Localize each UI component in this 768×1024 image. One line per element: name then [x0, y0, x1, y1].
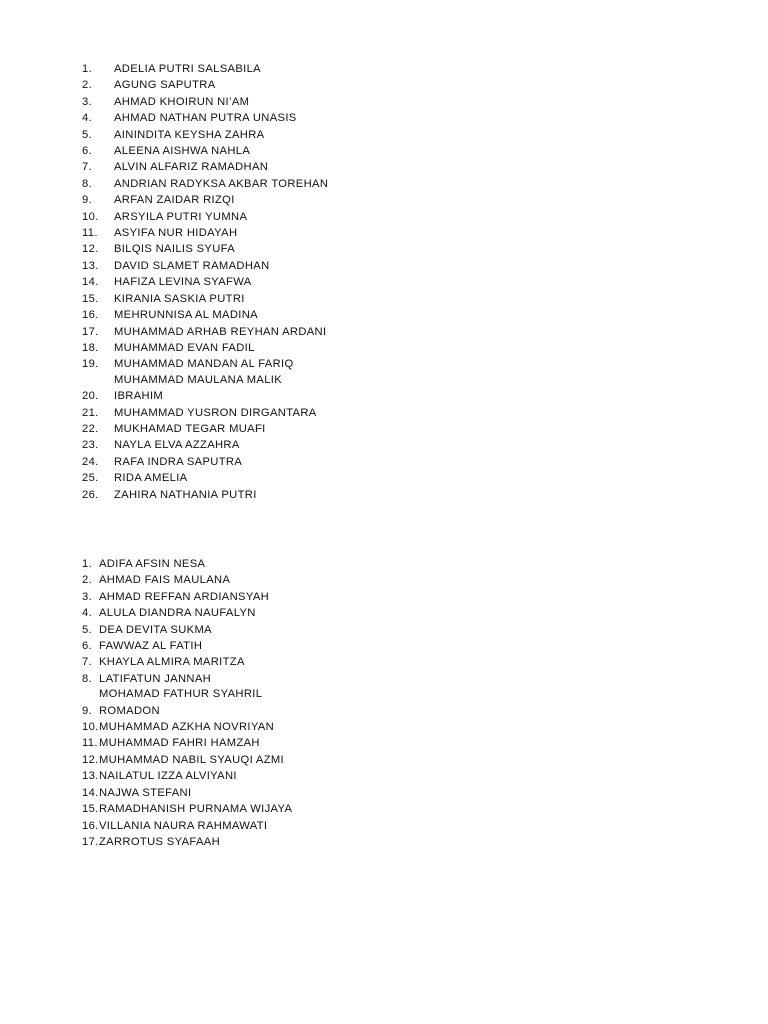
item-number: 16. [82, 309, 99, 322]
item-number: 2. [82, 574, 93, 587]
item-number: 21. [82, 406, 99, 419]
student-name: HAFIZA LEVINA SYAFWA [114, 276, 252, 289]
item-number: 5. [82, 128, 93, 141]
item-number: 22. [82, 422, 99, 435]
list-item [82, 471, 328, 486]
student-name: ALULA DIANDRA NAUFALYN [99, 607, 256, 620]
student-name: ZARROTUS SYAFAAH [99, 835, 221, 848]
list-item [82, 144, 328, 159]
list-item [82, 802, 292, 817]
list-item [82, 226, 328, 241]
student-name: ANDRIAN RADYKSA AKBAR TOREHAN [114, 177, 329, 190]
item-number: 14. [82, 786, 99, 799]
list-item [82, 341, 328, 356]
list-item [82, 623, 292, 638]
list-item [82, 160, 328, 175]
student-name: LATIFATUN JANNAH MOHAMAD FATHUR SYAHRIL [99, 672, 263, 701]
item-number: 9. [82, 194, 93, 207]
list-item [82, 438, 328, 453]
student-list-2 [82, 557, 292, 851]
list-item [82, 557, 292, 572]
list-item [82, 177, 328, 192]
list-item [82, 210, 328, 225]
item-number: 8. [82, 672, 93, 685]
student-name: ADIFA AFSIN NESA [99, 558, 206, 570]
list-item [82, 275, 328, 290]
item-number: 7. [82, 161, 93, 174]
item-number: 3. [82, 95, 93, 108]
student-name: MUHAMMAD MANDAN AL FARIQ MUHAMMAD MAULANA MALIK [114, 358, 294, 386]
list-item [82, 128, 328, 143]
item-number: 14. [82, 276, 99, 289]
list-item [82, 455, 328, 470]
item-number: 11. [82, 737, 98, 750]
item-number: 10. [82, 721, 99, 734]
item-number: 12. [82, 243, 99, 256]
list-item [82, 357, 328, 388]
student-name: NAILATUL IZZA ALVIYANI [99, 770, 237, 783]
item-number: 9. [82, 704, 93, 717]
student-name: RAFA INDRA SAPUTRA [114, 455, 243, 468]
item-number: 4. [82, 607, 93, 620]
student-name: AHMAD FAIS MAULANA [99, 574, 231, 587]
student-name: ASYIFA NUR HIDAYAH [114, 227, 238, 240]
student-name: MUHAMMAD NABIL SYAUQI AZMI [99, 753, 285, 766]
item-number: 13. [82, 259, 99, 272]
item-number: 16. [82, 819, 99, 832]
student-name: ALVIN ALFARIZ RAMADHAN [114, 161, 269, 174]
student-name: MUHAMMAD AZKHA NOVRIYAN [99, 721, 275, 734]
item-number: 17. [82, 835, 99, 848]
list-item [82, 95, 328, 110]
list-item [82, 488, 328, 503]
list-item [82, 606, 292, 621]
list-item [82, 704, 292, 719]
item-number: 7. [82, 656, 93, 669]
item-number: 10. [82, 210, 99, 223]
student-name: DEA DEVITA SUKMA [99, 623, 212, 636]
list-item [82, 242, 328, 257]
item-number: 17. [82, 325, 99, 338]
item-number: 15. [82, 292, 99, 305]
item-number: 15. [82, 803, 99, 816]
student-name: NAJWA STEFANI [99, 786, 192, 799]
student-name: MUKHAMAD TEGAR MUAFI [114, 422, 266, 435]
list-item [82, 78, 328, 93]
student-list-1 [82, 62, 328, 504]
student-name: AHMAD NATHAN PUTRA UNASIS [114, 112, 297, 125]
list-item [82, 573, 292, 588]
list-item [82, 769, 292, 784]
item-number: 20. [82, 390, 99, 403]
student-name: AHMAD KHOIRUN NI’AM [114, 95, 250, 108]
item-number: 26. [82, 488, 99, 501]
list-item [82, 720, 292, 735]
student-name: MUHAMMAD FAHRI HAMZAH [99, 737, 260, 750]
list-item [82, 111, 328, 126]
student-name: ARFAN ZAIDAR RIZQI [114, 194, 235, 207]
item-number: 11. [82, 227, 98, 240]
list-item [82, 639, 292, 654]
student-name: AININDITA KEYSHA ZAHRA [114, 128, 265, 141]
item-number: 5. [82, 623, 93, 636]
student-name: RAMADHANISH PURNAMA WIJAYA [99, 803, 293, 816]
item-number: 13. [82, 770, 99, 783]
student-name: VILLANIA NAURA RAHMAWATI [99, 819, 268, 832]
list-item [82, 422, 328, 437]
student-name: IBRAHIM [114, 390, 164, 403]
student-name: RIDA AMELIA [114, 472, 188, 485]
student-name: MUHAMMAD EVAN FADIL [114, 341, 255, 354]
item-number: 19. [82, 358, 99, 371]
list-item [82, 259, 328, 274]
list-item [82, 786, 292, 801]
list-item [82, 835, 292, 850]
item-number: 3. [82, 590, 93, 603]
student-name: ARSYILA PUTRI YUMNA [114, 210, 248, 223]
item-number: 6. [82, 640, 93, 653]
student-name: ROMADON [99, 704, 160, 717]
list-item [82, 590, 292, 605]
item-number: 2. [82, 79, 93, 92]
item-number: 12. [82, 753, 99, 766]
student-name: KHAYLA ALMIRA MARITZA [99, 656, 245, 669]
item-number: 8. [82, 177, 93, 190]
student-name: MUHAMMAD ARHAB REYHAN ARDANI [114, 325, 327, 338]
item-number: 4. [82, 112, 93, 125]
list-item [82, 62, 328, 77]
item-number: 6. [82, 145, 93, 158]
student-name: MUHAMMAD YUSRON DIRGANTARA [114, 406, 317, 419]
item-number: 18. [82, 341, 99, 354]
item-number: 1. [82, 558, 93, 570]
list-item [82, 389, 328, 404]
student-name: DAVID SLAMET RAMADHAN [114, 259, 270, 272]
student-name: BILQIS NAILIS SYUFA [114, 243, 236, 256]
student-name: NAYLA ELVA AZZAHRA [114, 439, 240, 452]
list-item [82, 819, 292, 834]
student-name: FAWWAZ AL FATIH [99, 640, 203, 653]
list-item [82, 672, 292, 703]
list-item [82, 292, 328, 307]
list-item [82, 193, 328, 208]
list-item [82, 655, 292, 670]
list-item [82, 406, 328, 421]
list-item [82, 736, 292, 751]
item-number: 25. [82, 472, 99, 485]
item-number: 23. [82, 439, 99, 452]
student-name: MEHRUNNISA AL MADINA [114, 309, 258, 322]
student-name: ZAHIRA NATHANIA PUTRI [114, 488, 257, 501]
student-name: AGUNG SAPUTRA [114, 79, 216, 92]
student-name: ADELIA PUTRI SALSABILA [114, 63, 261, 75]
list-item [82, 753, 292, 768]
list-item [82, 325, 328, 340]
item-number: 24. [82, 455, 99, 468]
student-name: ALEENA AISHWA NAHLA [114, 145, 251, 158]
list-item [82, 308, 328, 323]
student-name: AHMAD REFFAN ARDIANSYAH [99, 590, 270, 603]
item-number: 1. [82, 63, 93, 75]
student-name: KIRANIA SASKIA PUTRI [114, 292, 245, 305]
